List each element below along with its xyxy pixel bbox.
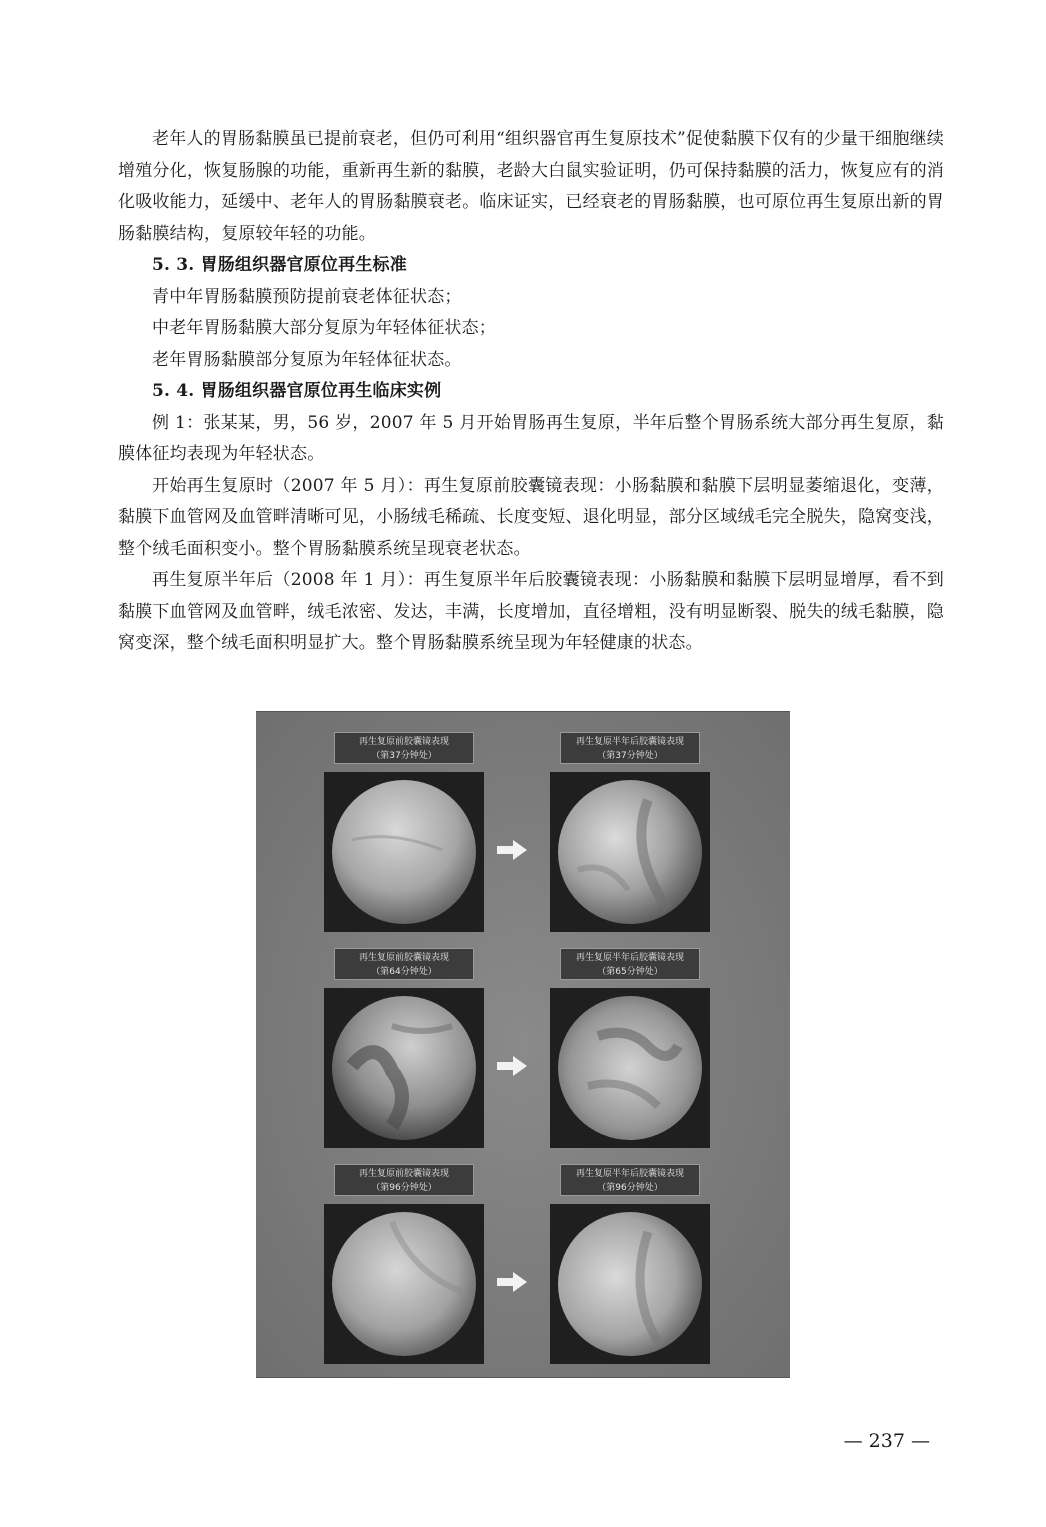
endoscopy-image xyxy=(550,1204,710,1364)
figure-caption xyxy=(560,948,700,980)
caption-time: （第65分钟处） xyxy=(597,967,663,977)
figure-caption xyxy=(334,732,474,764)
caption-title: 再生复原半年后胶囊镜表现 xyxy=(575,1169,684,1179)
caption-time: （第96分钟处） xyxy=(371,1183,437,1193)
endoscopy-image xyxy=(550,988,710,1148)
capsule-endoscopy-figure xyxy=(256,711,790,1378)
caption-title: 再生复原半年后胶囊镜表现 xyxy=(575,953,684,963)
paragraph-after-restoration: 再生复原半年后（2008 年 1 月）：再生复原半年后胶囊镜表现：小肠黏膜和黏膜下层明显增厚，看不到黏膜下血管网及血管畔，绒毛浓密、发达，丰满，长度增加，直径增粗，没有明显断裂、脱失的绒毛黏膜，隐窝变深，整个绒毛面积明显扩大。整个胃肠黏膜系统呈现为年轻健康的状态。 xyxy=(118,570,944,653)
caption-title: 再生复原半年后胶囊镜表现 xyxy=(575,737,684,747)
endoscopy-image xyxy=(324,772,484,932)
paragraph-example-1: 例 1：张某某，男，56 岁，2007 年 5 月开始胃肠再生复原，半年后整个胃肠系统大部分再生复原，黏膜体征均表现为年轻状态。 xyxy=(118,412,944,464)
arrow-right-icon xyxy=(497,1272,527,1292)
arrow-right-icon xyxy=(497,1056,527,1076)
paragraph-intro: 老年人的胃肠黏膜虽已提前衰老，但仍可利用“组织器官再生复原技术”促使黏膜下仅有的少量干细胞继续增殖分化，恢复肠腺的功能，重新再生新的黏膜，老龄大白鼠实验证明，仍可保持黏膜的活力，恢复应有的消化吸收能力，延缓中、老年人的胃肠黏膜衰老。临床证实，已经衰老的胃肠黏膜，也可原位再生复原出新的胃肠黏膜结构，复原较年轻的功能。 xyxy=(118,129,944,244)
caption-title: 再生复原前胶囊镜表现 xyxy=(358,1169,449,1179)
caption-time: （第37分钟处） xyxy=(371,751,437,761)
caption-time: （第37分钟处） xyxy=(597,751,663,761)
figure-caption xyxy=(560,732,700,764)
figure-caption xyxy=(334,1164,474,1196)
standard-item-3: 老年胃肠黏膜部分复原为年轻体征状态。 xyxy=(152,349,462,370)
figure-caption xyxy=(334,948,474,980)
standard-item-2: 中老年胃肠黏膜大部分复原为年轻体征状态； xyxy=(152,318,496,338)
endoscopy-image xyxy=(550,772,710,932)
standard-item-1: 青中年胃肠黏膜预防提前衰老体征状态； xyxy=(152,286,462,307)
caption-time: （第96分钟处） xyxy=(597,1183,663,1193)
endoscopy-image xyxy=(324,1204,484,1364)
section-heading-5-4: 5. 4. 胃肠组织器官原位再生临床实例 xyxy=(152,381,442,401)
arrow-right-icon xyxy=(497,840,527,860)
section-heading-5-3: 5. 3. 胃肠组织器官原位再生标准 xyxy=(152,255,407,275)
page-number: — 237 — xyxy=(843,1430,930,1452)
figure-caption xyxy=(560,1164,700,1196)
caption-title: 再生复原前胶囊镜表现 xyxy=(358,737,449,747)
caption-time: （第64分钟处） xyxy=(371,967,437,977)
paragraph-before-restoration: 开始再生复原时（2007 年 5 月）：再生复原前胶囊镜表现：小肠黏膜和黏膜下层明显萎缩退化，变薄，黏膜下血管网及血管畔清晰可见，小肠绒毛稀疏、长度变短、退化明显，部分区域绒毛完全脱失，隐窝变浅，整个绒毛面积变小。整个胃肠黏膜系统呈现衰老状态。 xyxy=(118,475,944,559)
caption-title: 再生复原前胶囊镜表现 xyxy=(358,953,449,963)
body-text xyxy=(118,124,944,660)
endoscopy-image xyxy=(324,988,484,1148)
